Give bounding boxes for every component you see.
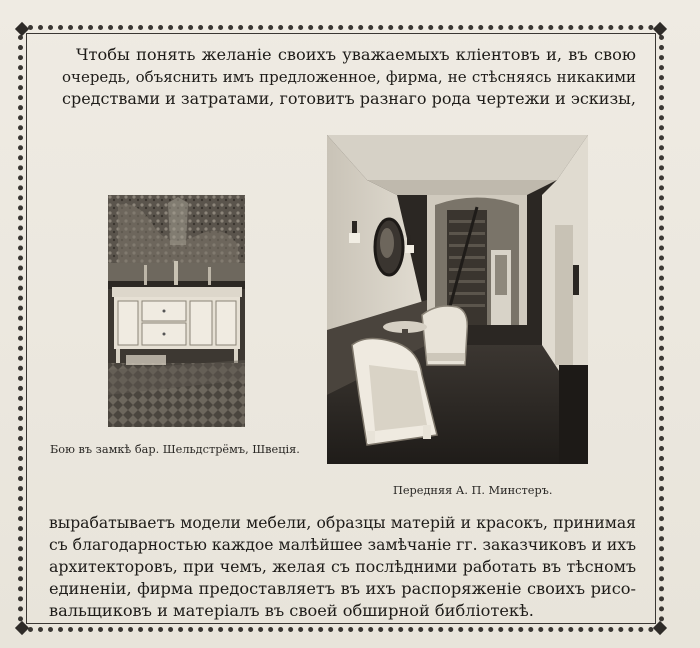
paragraph-line: единеніи, фирма предоставляетъ въ ихъ распоряженіе своихъ рисо- <box>49 579 636 598</box>
paragraph-line: Чтобы понять желаніе своихъ уважаемыхъ кліентовъ и, въ свою <box>76 45 636 64</box>
paragraph-top <box>62 44 636 110</box>
caption-right: Передняя А. П. Минстеръ. <box>393 484 553 497</box>
paragraph-line: съ благодарностью каждое малѣйшее замѣчаніе гг. заказчиковъ и ихъ <box>49 536 636 554</box>
paragraph-bottom <box>49 512 636 622</box>
paragraph-line: вырабатываетъ модели мебели, образцы матерій и красокъ, принимая <box>49 514 636 532</box>
paragraph-line: средствами и затратами, готовитъ разнаго рода чертежи и эскизы, <box>62 89 636 108</box>
photo-hallway <box>327 135 588 464</box>
caption-left: Бою въ замкѣ бар. Шельдстрёмъ, Швеція. <box>50 443 300 456</box>
paragraph-line: вальщиковъ и матеріалъ въ своей обширной библіотекѣ. <box>49 601 534 620</box>
photo-castle-interior-image <box>108 195 245 427</box>
photo-castle-interior <box>108 195 245 427</box>
photo-hallway-image <box>327 135 588 464</box>
paragraph-line: очередь, объяснить имъ предложенное, фирма, не стѣсняясь никакими <box>62 68 636 86</box>
paragraph-line: архитекторовъ, при чемъ, желая съ послѣдними работать въ тѣсномъ <box>49 557 636 576</box>
